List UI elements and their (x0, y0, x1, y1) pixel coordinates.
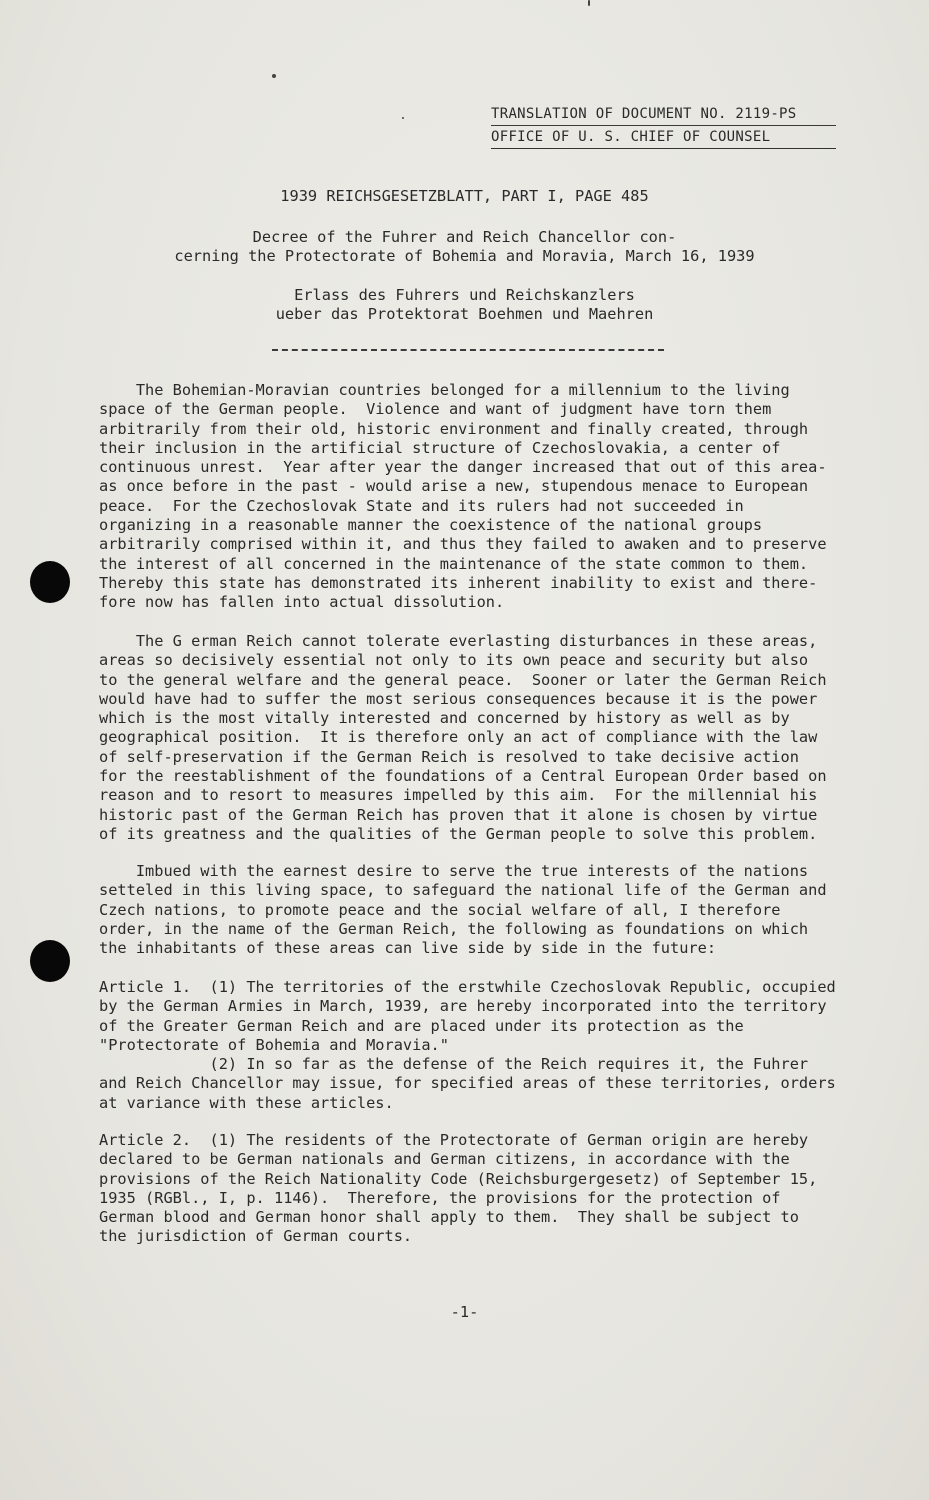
translation-line: TRANSLATION OF DOCUMENT NO. 2119-PS (491, 104, 836, 126)
punch-hole-bottom (30, 940, 70, 982)
office-line: OFFICE OF U. S. CHIEF OF COUNSEL (491, 127, 836, 149)
section-divider (272, 349, 664, 351)
page-number: -1- (450, 1303, 479, 1321)
article-1: Article 1. (1) The territories of the erstwhile Czechoslovak Republic, occupied by the German Armies in March, 1939, are hereby incorporated into the territory of the Greater German Reich and are placed under its protection as the "Protectorate of Bohemia and Moravia." (2) In so far as the defense of the Reich requires it, the Fuhrer and Reich Chancellor may issue, for specified areas of these territories, orders at variance with these articles. (99, 978, 836, 1112)
ink-speck (272, 74, 276, 78)
punch-hole-top (30, 561, 70, 603)
english-title-line-2: cerning the Protectorate of Bohemia and Moravia, March 16, 1939 (174, 247, 755, 265)
german-title-line-2: ueber das Protektorat Boehmen und Maehren (275, 305, 654, 323)
paragraph-preamble-1: The Bohemian-Moravian countries belonged for a millennium to the living space of the German people. Violence and want of judgment have torn them arbitrarily from their old, historic environment and finally created, through their inclusion in the artificial structure of Czechoslovakia, a center of continuous unrest. Year after year the danger increased that out of this area- as once before in the past - would arise a new, stupendous menace to European peace. For the Czechoslovak State and its rulers had not succeeded in organizing in a reasonable manner the coexistence of the national groups arbitrarily comprised within it, and thus they failed to awaken and to preserve the interest of all concerned in the maintenance of the state common to them. Thereby this state has demonstrated its inherent inability to exist and there- fore now has fallen into actual dissolution. (99, 381, 827, 612)
english-title-line-1: Decree of the Fuhrer and Reich Chancellor con- (252, 228, 677, 246)
paragraph-preamble-2: The G erman Reich cannot tolerate everlasting disturbances in these areas, areas so decisively essential not only to its own peace and security but also to the general welfare and the general peace. Sooner or later the German Reich would have had to suffer the most serious consequences because it is the power which is the most vitally interested and concerned by history as well as by geographical position. It is therefore only an act of compliance with the law of self-preservation if the German Reich is resolved to take decisive action for the reestablishment of the foundations of a Central European Order based on reason and to resort to measures impelled by this aim. For the millennial his historic past of the German Reich has proven that it alone is chosen by virtue of its greatness and the qualities of the German people to solve this problem. (99, 632, 827, 843)
translation-header (491, 104, 836, 150)
article-2: Article 2. (1) The residents of the Protectorate of German origin are hereby declared to be German nationals and German citizens, in accordance with the provisions of the Reich Nationality Code (Reichsburgergesetz) of September 15, 1935 (RGBl., I, p. 1146). Therefore, the provisions for the protection of German blood and German honor shall apply to them. They shall be subject to the jurisdiction of German courts. (99, 1131, 818, 1246)
paragraph-preamble-3: Imbued with the earnest desire to serve the true interests of the nations setteled in this living space, to safeguard the national life of the German and Czech nations, to promote peace and the social welfare of all, I therefore order, in the name of the German Reich, the following as foundations on which the inhabitants of these areas can live side by side in the future: (99, 862, 827, 958)
source-citation: 1939 REICHSGESETZBLATT, PART I, PAGE 485 (280, 187, 649, 205)
ink-speck (402, 117, 404, 119)
german-title-line-1: Erlass des Fuhrers und Reichskanzlers (294, 286, 635, 304)
ink-speck (588, 0, 590, 6)
